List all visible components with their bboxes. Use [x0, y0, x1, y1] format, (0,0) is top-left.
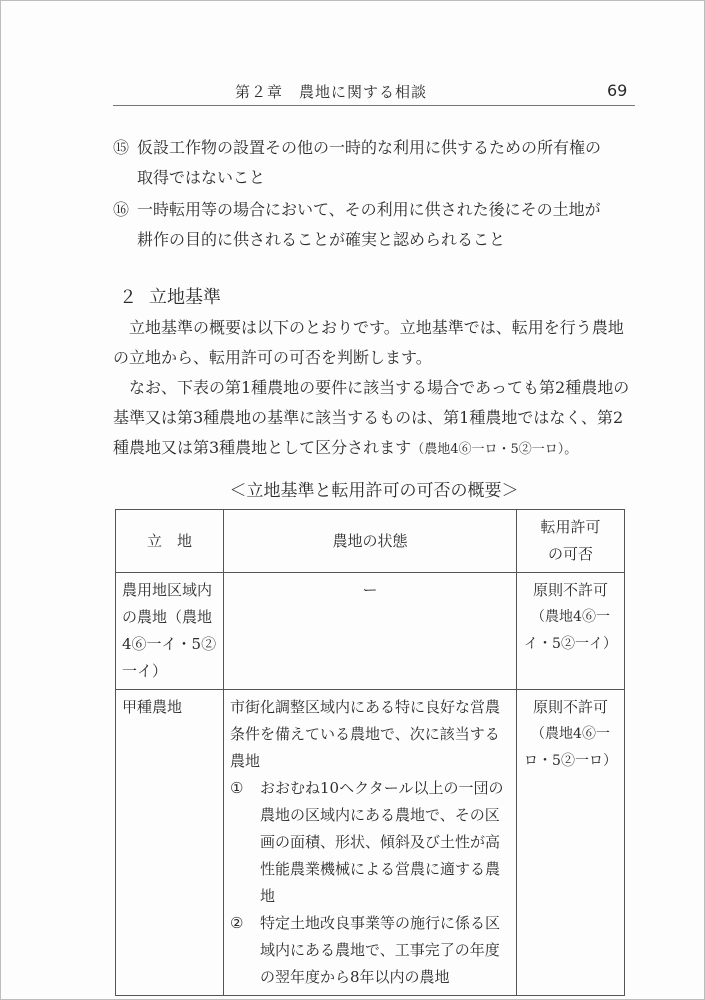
list-item: [113, 133, 635, 193]
cell-state: ー: [224, 573, 517, 690]
subitem-number: ②: [230, 914, 244, 932]
permit-verdict: 原則不許可: [532, 698, 608, 716]
header-permit-line1: 転用許可: [540, 518, 601, 536]
item-text-continued: 耕作の目的に供されることが確実と認められること: [137, 230, 506, 249]
subitem-text: おおむね10ヘクタール以上の一団の農地の区域内にある農地で、その区画の面積、形状、傾斜及び土性が高性能農業機械による営農に適する農地: [260, 779, 504, 905]
section-heading: [113, 283, 221, 309]
section-number: ２: [119, 287, 137, 308]
table-row: [116, 690, 625, 996]
body-paragraph: [113, 313, 635, 373]
item-number: ⑯: [113, 200, 130, 219]
section-title: 立地基準: [149, 287, 221, 308]
state-description: 市街化調整区域内にある特に良好な営農条件を備えている農地で、次に該当する農地: [230, 698, 501, 770]
header-permit-line2: の可否: [547, 545, 593, 563]
permit-reference: （農地4⑥一ロ・5②一ロ）: [524, 726, 617, 769]
header-permit: [517, 510, 625, 573]
body-paragraph: [113, 373, 635, 465]
header-location: 立 地: [116, 510, 224, 573]
subitem-text: 特定土地改良事業等の施行に係る区域内にある農地で、工事完了の年度の翌年度から8年以内の農地: [260, 914, 501, 986]
permit-verdict: 原則不許可: [532, 581, 608, 599]
list-item: [113, 195, 635, 255]
subitem-number: ①: [230, 779, 244, 797]
cell-state: [224, 690, 517, 996]
page-number: 69: [607, 81, 628, 100]
item-text: 一時転用等の場合において、その利用に供された後にその土地が: [137, 200, 601, 219]
item-text-continued: 取得ではないこと: [137, 168, 266, 187]
location-criteria-table: [115, 509, 625, 996]
table-row: [116, 573, 625, 690]
permit-reference: （農地4⑥一イ・5②一イ）: [524, 609, 617, 652]
state-subitem: [230, 910, 510, 991]
table-header-row: [116, 510, 625, 573]
cell-location: 甲種農地: [116, 690, 224, 996]
item-number: ⑮: [113, 138, 130, 157]
cell-permit: [517, 690, 625, 996]
header-state: 農地の状態: [224, 510, 517, 573]
item-text: 仮設工作物の設置その他の一時的な利用に供するための所有権の: [137, 138, 602, 157]
cell-location: 農用地区域内の農地（農地4⑥一イ・5②一イ）: [116, 573, 224, 690]
state-subitem: [230, 775, 510, 910]
legal-reference: （農地4⑥一ロ・5②一ロ）。: [411, 442, 578, 457]
paragraph-text: 立地基準の概要は以下のとおりです。立地基準では、転用を行う農地の立地から、転用許可の可否を判断します。: [113, 318, 624, 367]
table-title: ＜立地基準と転用許可の可否の概要＞: [229, 481, 519, 501]
header-divider: [113, 105, 635, 106]
paragraph-text: なお、下表の第1種農地の要件に該当する場合であっても第2種農地の基準又は第3種農地の基準に該当するものは、第1種農地ではなく、第2種農地又は第3種農地として区分されます: [113, 378, 630, 457]
cell-permit: [517, 573, 625, 690]
running-header-chapter: 第２章 農地に関する相談: [234, 83, 427, 101]
